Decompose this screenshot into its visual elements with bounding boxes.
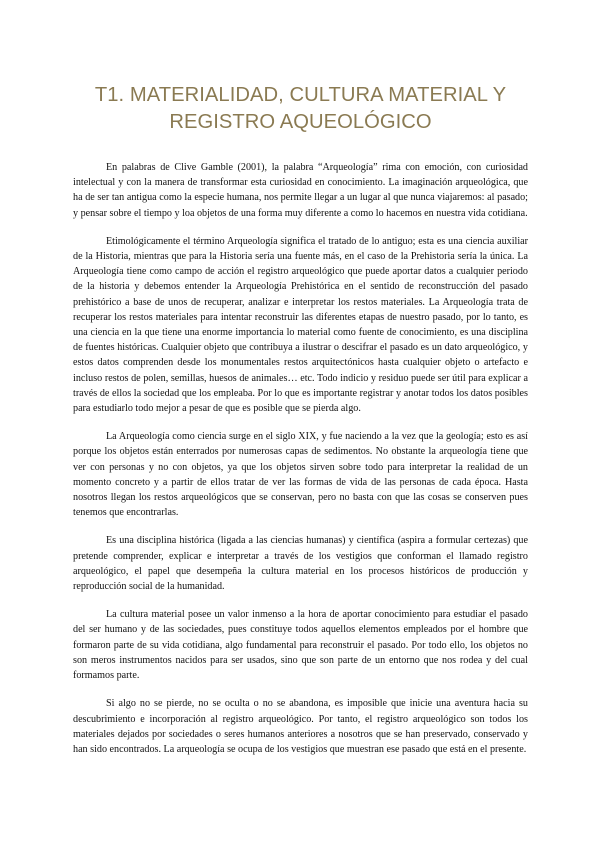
paragraph-material-culture: La cultura material posee un valor inmenso a la hora de aportar conocimiento para estudiar el pasado del ser humano y de las sociedades, pues constituye todos aquellos elementos empleados por el hombre que formaron parte de su vida cotidiana, algo fundamental para reconstruir el pasado. Por todo ello, los objetos no son meros instrumentos nacidos para ser usados, sino que son parte de un entorno que nos rodea y del cual formamos parte. (73, 609, 528, 682)
document-body (73, 160, 528, 757)
paragraph-science-origin: La Arqueología como ciencia surge en el siglo XIX, y fue naciendo a la vez que la geología; esto es así porque los objetos están enterrados por numerosas capas de sedimentos. No obstante la arqueología tiene que ver con personas y no con objetos, ya que los objetos sirven sobre todo para interpretar la realidad de un momento concreto y a partir de ellos tratar de ver las formas de vida de las personas de cada época. Hasta nosotros llegan los restos arqueológicos que se conservan, pero no basta con que las cosas se conserven pues tenemos que encontrarlas. (73, 431, 528, 519)
paragraph-gamble-quote: En palabras de Clive Gamble (2001), la palabra “Arqueología” rima con emoción, con curiosidad intelectual y con la manera de transformar esta curiosidad en conocimiento. La imaginación arqueológica, que ha de ser tan antigua como la especie humana, nos permite llegar a un lugar al que nunca viajaremos: al pasado; y pensar sobre el tiempo y loa objetos de una forma muy diferente a como lo hacemos en nuestra vida cotidiana. (73, 162, 528, 219)
paragraph-etymology: Etimológicamente el término Arqueología significa el tratado de lo antiguo; esta es una ciencia auxiliar de la Historia, mientras que para la Historia sería una fuente más, en el caso de la Prehistoria sería la única. La Arqueología tiene como campo de acción el registro arqueológico que puede aportar datos a cualquier periodo de la historia y debemos entender la Arqueología Prehistórica en el sentido de reconstrucción del pasado prehistórico a base de unos de recuperar, analizar e interpretar los restos materiales. La Arqueología trata de recuperar los restos materiales para intentar reconstruir las diferentes etapas de nuestro pasado, por lo tanto, es una ciencia en la que tiene una enorme importancia lo material como fuente de conocimiento, es una disciplina de fuentes históricas. Cualquier objeto que contribuya a ilustrar o descifrar el pasado es un dato arqueológico, y estos datos comprenden desde los monumentales restos arquitectónicos hasta cualquier objeto o artefacto e incluso restos de polen, semillas, huesos de animales… etc. Todo indicio y residuo puede ser útil para explicar a través de ellos la sociedad que los empleaba. Por lo que es importante registrar y anotar todos los datos posibles para estudiarlo todo mejor a pesar de que es posible que se pierda algo. (73, 235, 528, 415)
paragraph-discipline: Es una disciplina histórica (ligada a las ciencias humanas) y científica (aspira a formular certezas) que pretende comprender, explicar e interpretar a través de los vestigios que conforman el llamado registro arqueológico, el papel que desempeña la cultura material en los procesos históricos de producción y reproducción social de la humanidad. (73, 535, 528, 593)
paragraph-archaeological-record: Si algo no se pierde, no se oculta o no se abandona, es imposible que inicie una aventura hacia su descubrimiento e incorporación al registro arqueológico. Por tanto, el registro arqueológico son todos los materiales dejados por sociedades o seres humanos anteriores a nosotros que se han preservado, conservado y han sido encontrados. La arqueología se ocupa de los vestigios que muestran ese pasado que está en el presente. (73, 698, 528, 755)
page-title-line-1: T1. MATERIALIDAD, CULTURA MATERIAL Y (94, 84, 507, 106)
page-title (73, 82, 528, 136)
page-title-line-2: REGISTRO AQUEOLÓGICO (169, 111, 432, 133)
